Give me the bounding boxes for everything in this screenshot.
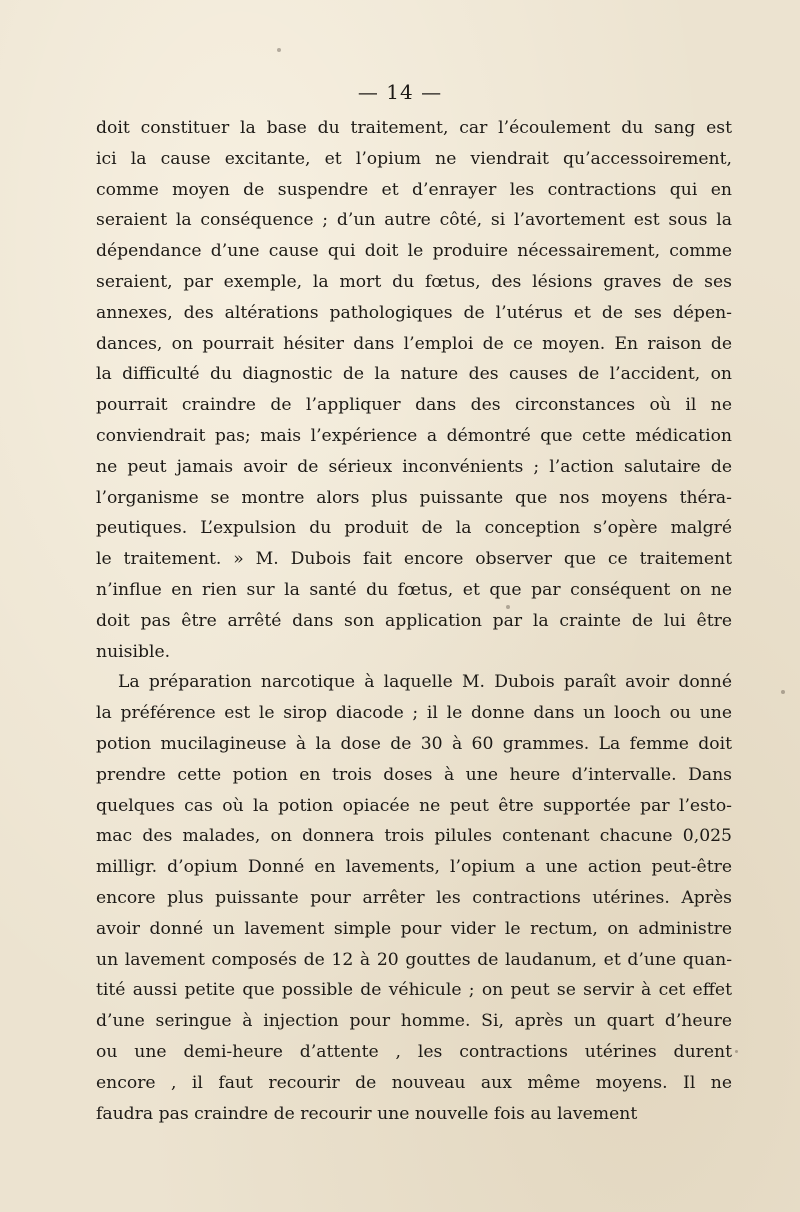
text-line: prendre cette potion en trois doses à une heure d’intervalle. Dans [96, 764, 732, 785]
text-line: un lavement composés de 12 à 20 gouttes de laudanum, et d’une quan- [96, 949, 732, 970]
text-line: mac des malades, on donnera trois pilules contenant chacune 0,025 [96, 826, 732, 847]
text-line: nuisible. [96, 641, 171, 662]
paper-speck [735, 1050, 738, 1053]
text-line: milligr. d’opium Donné en lavements, l’opium a une action peut-être [96, 857, 732, 878]
paper-speck [506, 605, 510, 609]
paragraph-2 [96, 667, 732, 1129]
text-line: comme moyen de suspendre et d’enrayer les contractions qui en [96, 179, 732, 200]
text-line: ou une demi-heure d’attente , les contractions utérines durent [96, 1041, 732, 1062]
text-line: doit pas être arrêté dans son application par la crainte de lui être [96, 610, 732, 631]
text-line: faudra pas craindre de recourir une nouvelle fois au lavement [96, 1103, 638, 1124]
text-line: l’organisme se montre alors plus puissante que nos moyens théra- [96, 487, 732, 508]
paper-speck [277, 48, 281, 52]
text-line: ici la cause excitante, et l’opium ne viendrait qu’accessoirement, [96, 148, 732, 169]
text-line: dépendance d’une cause qui doit le produire nécessairement, comme [96, 241, 732, 262]
text-line: avoir donné un lavement simple pour vider le rectum, on administre [96, 918, 732, 939]
text-line: La préparation narcotique à laquelle M. Dubois paraît avoir donné [118, 672, 732, 693]
text-line: d’une seringue à injection pour homme. Si, après un quart d’heure [96, 1011, 732, 1032]
text-line: seraient, par exemple, la mort du fœtus, des lésions graves de ses [96, 271, 732, 292]
text-line: conviendrait pas; mais l’expérience a démontré que cette médication [96, 425, 732, 446]
text-line: doit constituer la base du traitement, car l’écoulement du sang est [96, 118, 732, 138]
text-line: annexes, des altérations pathologiques de l’utérus et de ses dépen- [96, 302, 732, 323]
text-line: la préférence est le sirop diacode ; il le donne dans un looch ou une [96, 703, 732, 724]
text-line: peutiques. L’expulsion du produit de la conception s’opère malgré [96, 518, 732, 539]
text-line: quelques cas où la potion opiacée ne peut être supportée par l’esto- [96, 795, 732, 816]
text-line: n’influe en rien sur la santé du fœtus, et que par conséquent on ne [96, 579, 732, 600]
text-line: la difficulté du diagnostic de la nature des causes de l’accident, on [96, 364, 732, 385]
text-line: le traitement. » M. Dubois fait encore observer que ce traitement [96, 549, 732, 570]
text-line: seraient la conséquence ; d’un autre côté, si l’avortement est sous la [96, 210, 732, 231]
text-line: ne peut jamais avoir de sérieux inconvénients ; l’action salutaire de [96, 456, 732, 477]
paper-speck [781, 690, 785, 694]
text-line: encore , il faut recourir de nouveau aux même moyens. Il ne [96, 1072, 732, 1093]
page-number: — 14 — [357, 80, 443, 104]
text-line: encore plus puissante pour arrêter les contractions utérines. Après [96, 887, 732, 908]
text-line: tité aussi petite que possible de véhicule ; on peut se servir à cet effet [96, 980, 732, 1001]
paragraph-1 [96, 113, 732, 667]
text-line: potion mucilagineuse à la dose de 30 à 60 grammes. La femme doit [96, 733, 732, 754]
body-text [96, 113, 732, 1129]
text-line: pourrait craindre de l’appliquer dans des circonstances où il ne [96, 395, 732, 416]
text-line: dances, on pourrait hésiter dans l’emploi de ce moyen. En raison de [96, 333, 732, 354]
